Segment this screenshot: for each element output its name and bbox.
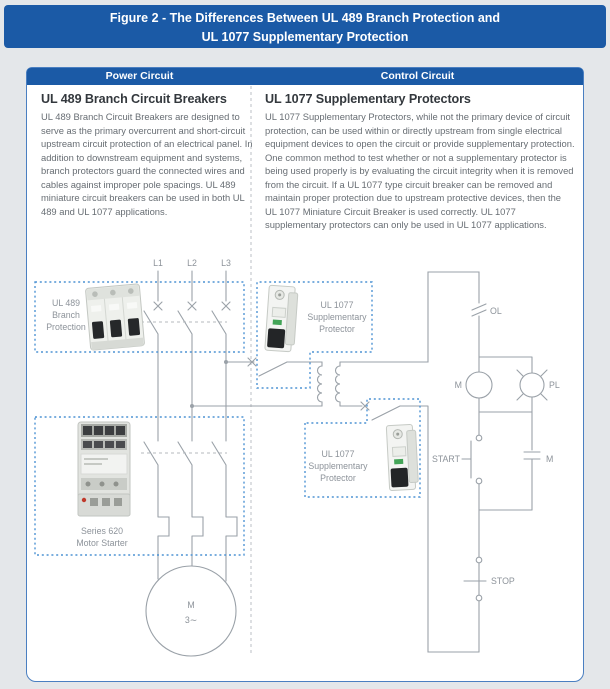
ul1077-protector-photo-1 <box>265 285 298 352</box>
ul489-box-label <box>46 298 86 332</box>
svg-text:Supplementary: Supplementary <box>307 312 367 322</box>
figure-title-line2: UL 1077 Supplementary Protection <box>201 30 409 45</box>
control-circuit-header: Control Circuit <box>380 70 455 82</box>
overload-label: OL <box>490 306 502 316</box>
control-column-title: UL 1077 Supplementary Protectors <box>265 92 471 106</box>
contactor-coil-label: M <box>454 380 462 390</box>
svg-text:Protector: Protector <box>319 324 355 334</box>
svg-text:UL 1077: UL 1077 <box>320 300 354 310</box>
ul489-breaker-photo <box>85 284 144 350</box>
svg-text:Series 620: Series 620 <box>80 526 124 536</box>
power-circuit-header: Power Circuit <box>105 70 174 82</box>
power-column-body: UL 489 Branch Circuit Breakers are designed to serve as the primary overcurrent and short-circuit upstream circuit protection of an electrical panel. In addition to downstream equipment and systems, branch protectors guard the connected wires and cables against improper pole spacings. UL 489 miniature circuit breakers can be used in both UL 489 and UL 1077 applications. <box>41 111 253 217</box>
transformer-primary-top-wire <box>226 358 322 376</box>
start-label: START <box>431 454 460 464</box>
svg-text:Protector: Protector <box>320 473 356 483</box>
svg-text:Branch: Branch <box>52 310 80 320</box>
overload-contact-symbol <box>472 304 486 357</box>
series-620-box-label <box>76 526 127 548</box>
figure-title-line1: Figure 2 - The Differences Between UL 489 Branch Protection and <box>109 11 501 25</box>
phase-label-l2: L2 <box>187 258 197 268</box>
start-button-symbol <box>462 435 482 510</box>
control-transformer-symbol <box>318 362 341 406</box>
holding-contact-symbol <box>524 452 540 510</box>
phase-label-l3: L3 <box>221 258 231 268</box>
pilot-light-label: PL <box>549 380 560 390</box>
motor-label-3ph: 3∼ <box>184 615 198 625</box>
button-branch-rejoin-wire <box>479 510 532 557</box>
phase-line-l1 <box>144 271 169 579</box>
pilot-light-symbol <box>517 370 547 400</box>
svg-text:Protection: Protection <box>46 322 86 332</box>
motor-label-m: M <box>187 600 195 610</box>
svg-text:UL 489: UL 489 <box>51 298 81 308</box>
contactor-coil-symbol <box>466 372 492 398</box>
phase-line-l2 <box>178 271 203 566</box>
stop-button-symbol <box>464 557 486 652</box>
ul1077-box1-label <box>307 300 367 334</box>
series-620-dashed-box <box>35 417 244 555</box>
holding-contact-label: M <box>546 454 554 464</box>
power-column-title: UL 489 Branch Circuit Breakers <box>41 92 227 106</box>
svg-text:UL 1077: UL 1077 <box>321 449 355 459</box>
series-620-motor-starter-photo <box>78 422 130 516</box>
stop-label: STOP <box>491 576 515 586</box>
coil-pilot-branch-wires <box>479 357 532 450</box>
phase-line-l3 <box>212 271 237 581</box>
svg-text:Supplementary: Supplementary <box>308 461 368 471</box>
ul1077-box2-label <box>308 449 368 483</box>
control-circuit-schematic <box>257 272 560 652</box>
control-column-body: UL 1077 Supplementary Protectors, while not the primary device of circuit protection, can be used within or directly upstream from single electrical equipment devices to open the circuit or provide supplementary protection. One common method to test whether or not a supplementary protector is being used properly is by evaluating the circuit integrity when it is removed from the circuit. If a UL 1077 type circuit breaker can be removed and maintain proper protection due to upstream protective devices, then the UL 1077 Miniature Circuit Breaker is used correctly. UL 1077 supplementary protectors can only be used in UL 1077 applications. <box>265 111 575 231</box>
ul1077-protector-photo-2 <box>386 424 418 490</box>
svg-text:Motor Starter: Motor Starter <box>76 538 128 548</box>
motor-symbol <box>146 566 236 656</box>
phase-label-l1: L1 <box>153 258 163 268</box>
